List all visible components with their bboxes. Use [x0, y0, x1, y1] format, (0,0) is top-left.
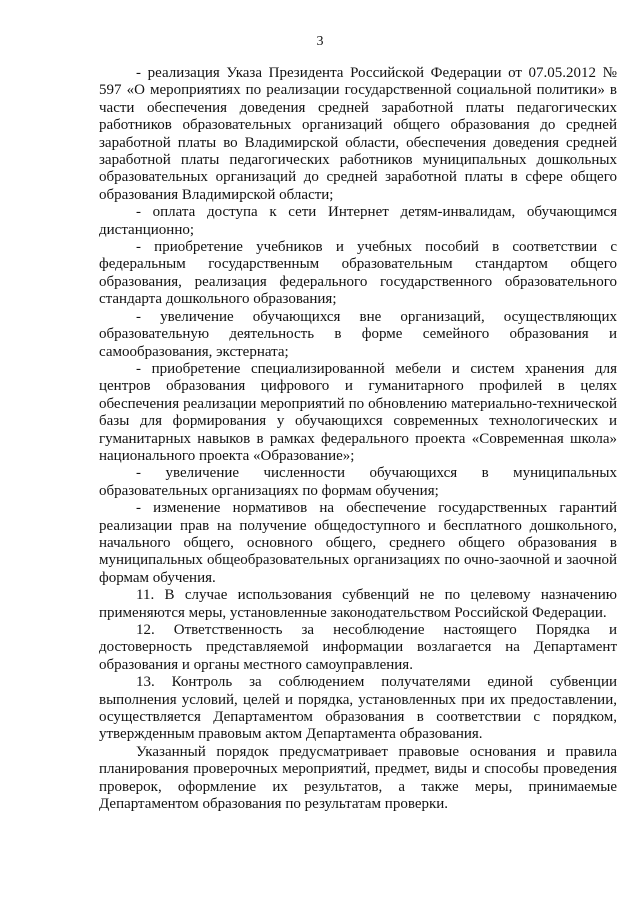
page-number: 3: [316, 34, 324, 49]
paragraph-item-12: 12. Ответственность за несоблюдение настоящего Порядка и достоверность представляемой информации возлагается на Департамент образования и органы местного самоуправления.: [99, 622, 617, 673]
paragraph-textbooks: - приобретение учебников и учебных пособий в соответствии с федеральным государственным образовательным стандартом общего образования, реализация федерального государственного образовательного стандарта дошкольного образования;: [99, 239, 617, 308]
paragraph-ukaz-597: - реализация Указа Президента Российской Федерации от 07.05.2012 № 597 «О мероприятиях по реализации государственной социальной политики» в части обеспечения доведения средней заработной платы педагогических работников образовательных организаций общего образования до средней заработной платы во Владимирской области, обеспечения доведения средней заработной платы педагогических работников муниципальных дошкольных образовательных организаций до средней заработной платы в сфере общего образования Владимирской области;: [99, 65, 617, 203]
paragraph-furniture-purchase: - приобретение специализированной мебели и систем хранения для центров образования цифрового и гуманитарного профилей в целях обеспечения реализации мероприятий по обновлению материально-технической базы для формирования у обучающихся современных технологических и гуманитарных навыков в рамках федерального проекта «Современная школа» национального проекта «Образование»;: [99, 360, 617, 464]
paragraph-item-11: 11. В случае использования субвенций не по целевому назначению применяются меры, установленные законодательством Российской Федерации.: [99, 587, 617, 621]
paragraph-family-education: - увеличение обучающихся вне организаций, осуществляющих образовательную деятельность в форме семейного образования и самообразования, экстерната;: [99, 308, 617, 360]
paragraph-internet-access: - оплата доступа к сети Интернет детям-инвалидам, обучающимся дистанционно;: [99, 204, 617, 238]
document-body: [99, 65, 617, 813]
paragraph-item-13: 13. Контроль за соблюдением получателями единой субвенции выполнения условий, целей и порядка, установленных при их предоставлении, осуществляется Департаментом образования в соответствии с порядком, утвержденным правовым актом Департамента образования.: [99, 674, 617, 743]
paragraph-student-increase: - увеличение численности обучающихся в муниципальных образовательных организациях по формам обучения;: [99, 465, 617, 499]
paragraph-norms-change: - изменение нормативов на обеспечение государственных гарантий реализации прав на получение общедоступного и бесплатного дошкольного, начального общего, основного общего, среднего общего образования в муниципальных общеобразовательных организациях по очно-заочной и заочной формам обучения.: [99, 500, 617, 586]
paragraph-inspection-procedure: Указанный порядок предусматривает правовые основания и правила планирования проверочных мероприятий, предмет, виды и способы проведения проверок, оформление их результатов, а также меры, принимаемые Департаментом образования по результатам проверки.: [99, 743, 617, 813]
